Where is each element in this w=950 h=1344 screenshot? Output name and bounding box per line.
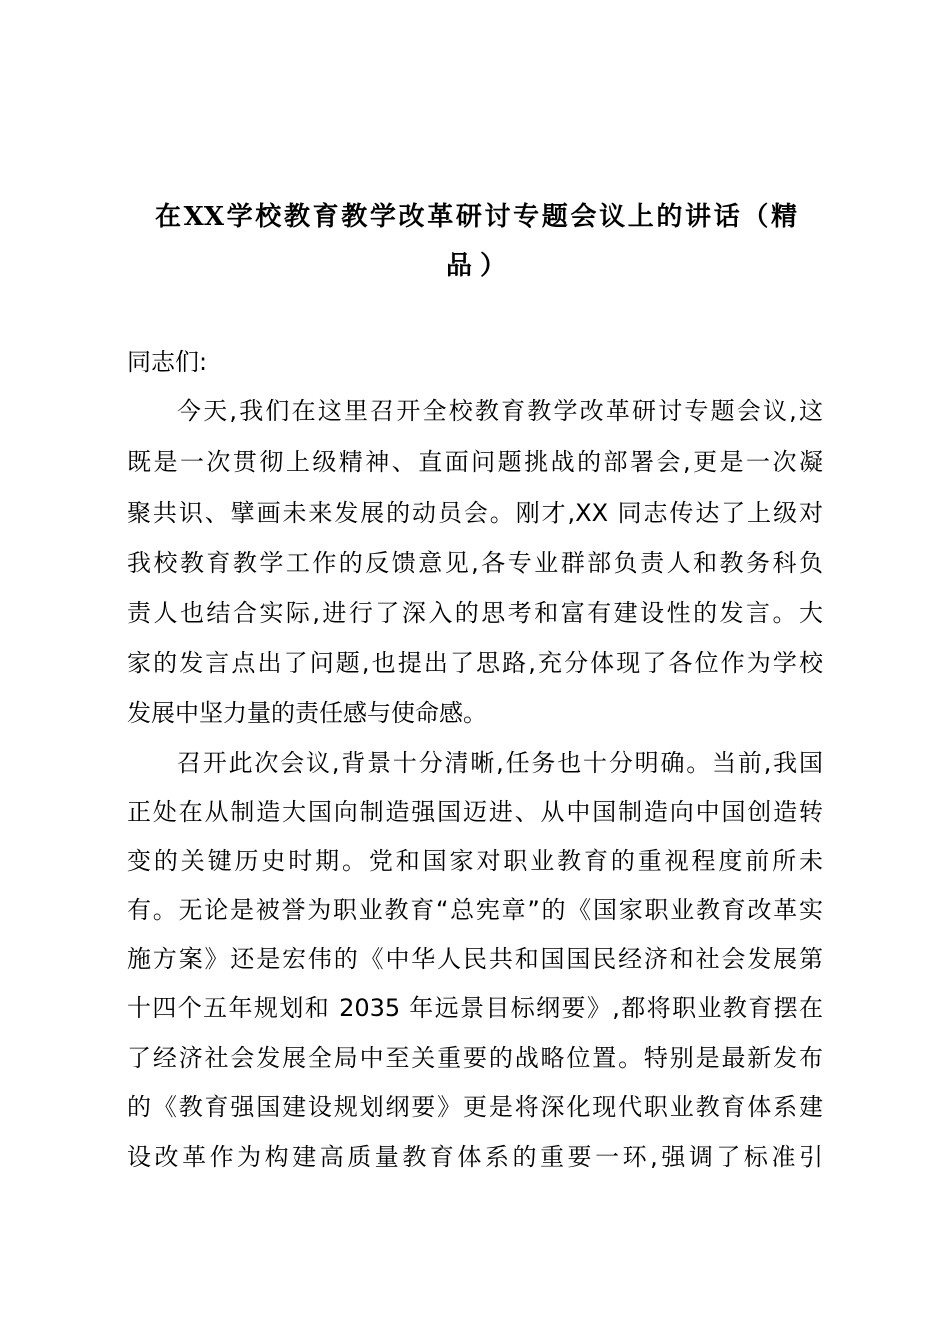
salutation: 同志们:: [127, 348, 208, 376]
document-title-line-1: 在XX学校教育教学改革研讨专题会议上的讲话（精: [155, 202, 797, 232]
paragraph-line: 了经济社会发展全局中至关重要的战略位置。特别是最新发布: [127, 1044, 823, 1072]
paragraph-line: 召开此次会议,背景十分清晰,任务也十分明确。当前,我国: [177, 749, 823, 777]
paragraph-line: 今天,我们在这里召开全校教育教学改革研讨专题会议,这: [177, 397, 823, 425]
paragraph-line: 设改革作为构建高质量教育体系的重要一环,强调了标准引: [127, 1143, 823, 1171]
paragraph-line: 责人也结合实际,进行了深入的思考和富有建设性的发言。大: [127, 599, 823, 627]
paragraph-line: 有。无论是被誉为职业教育“总宪章”的《国家职业教育改革实: [127, 896, 823, 924]
paragraph-line: 正处在从制造大国向制造强国迈进、从中国制造向中国创造转: [127, 798, 823, 826]
paragraph-line: 十四个五年规划和 2035 年远景目标纲要》,都将职业教育摆在: [127, 994, 823, 1022]
paragraph-line: 的《教育强国建设规划纲要》更是将深化现代职业教育体系建: [127, 1093, 823, 1121]
paragraph-line: 聚共识、擘画未来发展的动员会。刚才,XX 同志传达了上级对: [127, 499, 823, 527]
document-title-line-2: 品）: [446, 251, 506, 281]
paragraph-line: 发展中坚力量的责任感与使命感。: [127, 699, 487, 727]
paragraph-line: 变的关键历史时期。党和国家对职业教育的重视程度前所未: [127, 847, 823, 875]
paragraph-line: 既是一次贯彻上级精神、直面问题挑战的部署会,更是一次凝: [127, 448, 823, 476]
paragraph-line: 施方案》还是宏伟的《中华人民共和国国民经济和社会发展第: [127, 945, 823, 973]
paragraph-line: 家的发言点出了问题,也提出了思路,充分体现了各位作为学校: [127, 649, 823, 677]
paragraph-line: 我校教育教学工作的反馈意见,各专业群部负责人和教务科负: [127, 549, 823, 577]
